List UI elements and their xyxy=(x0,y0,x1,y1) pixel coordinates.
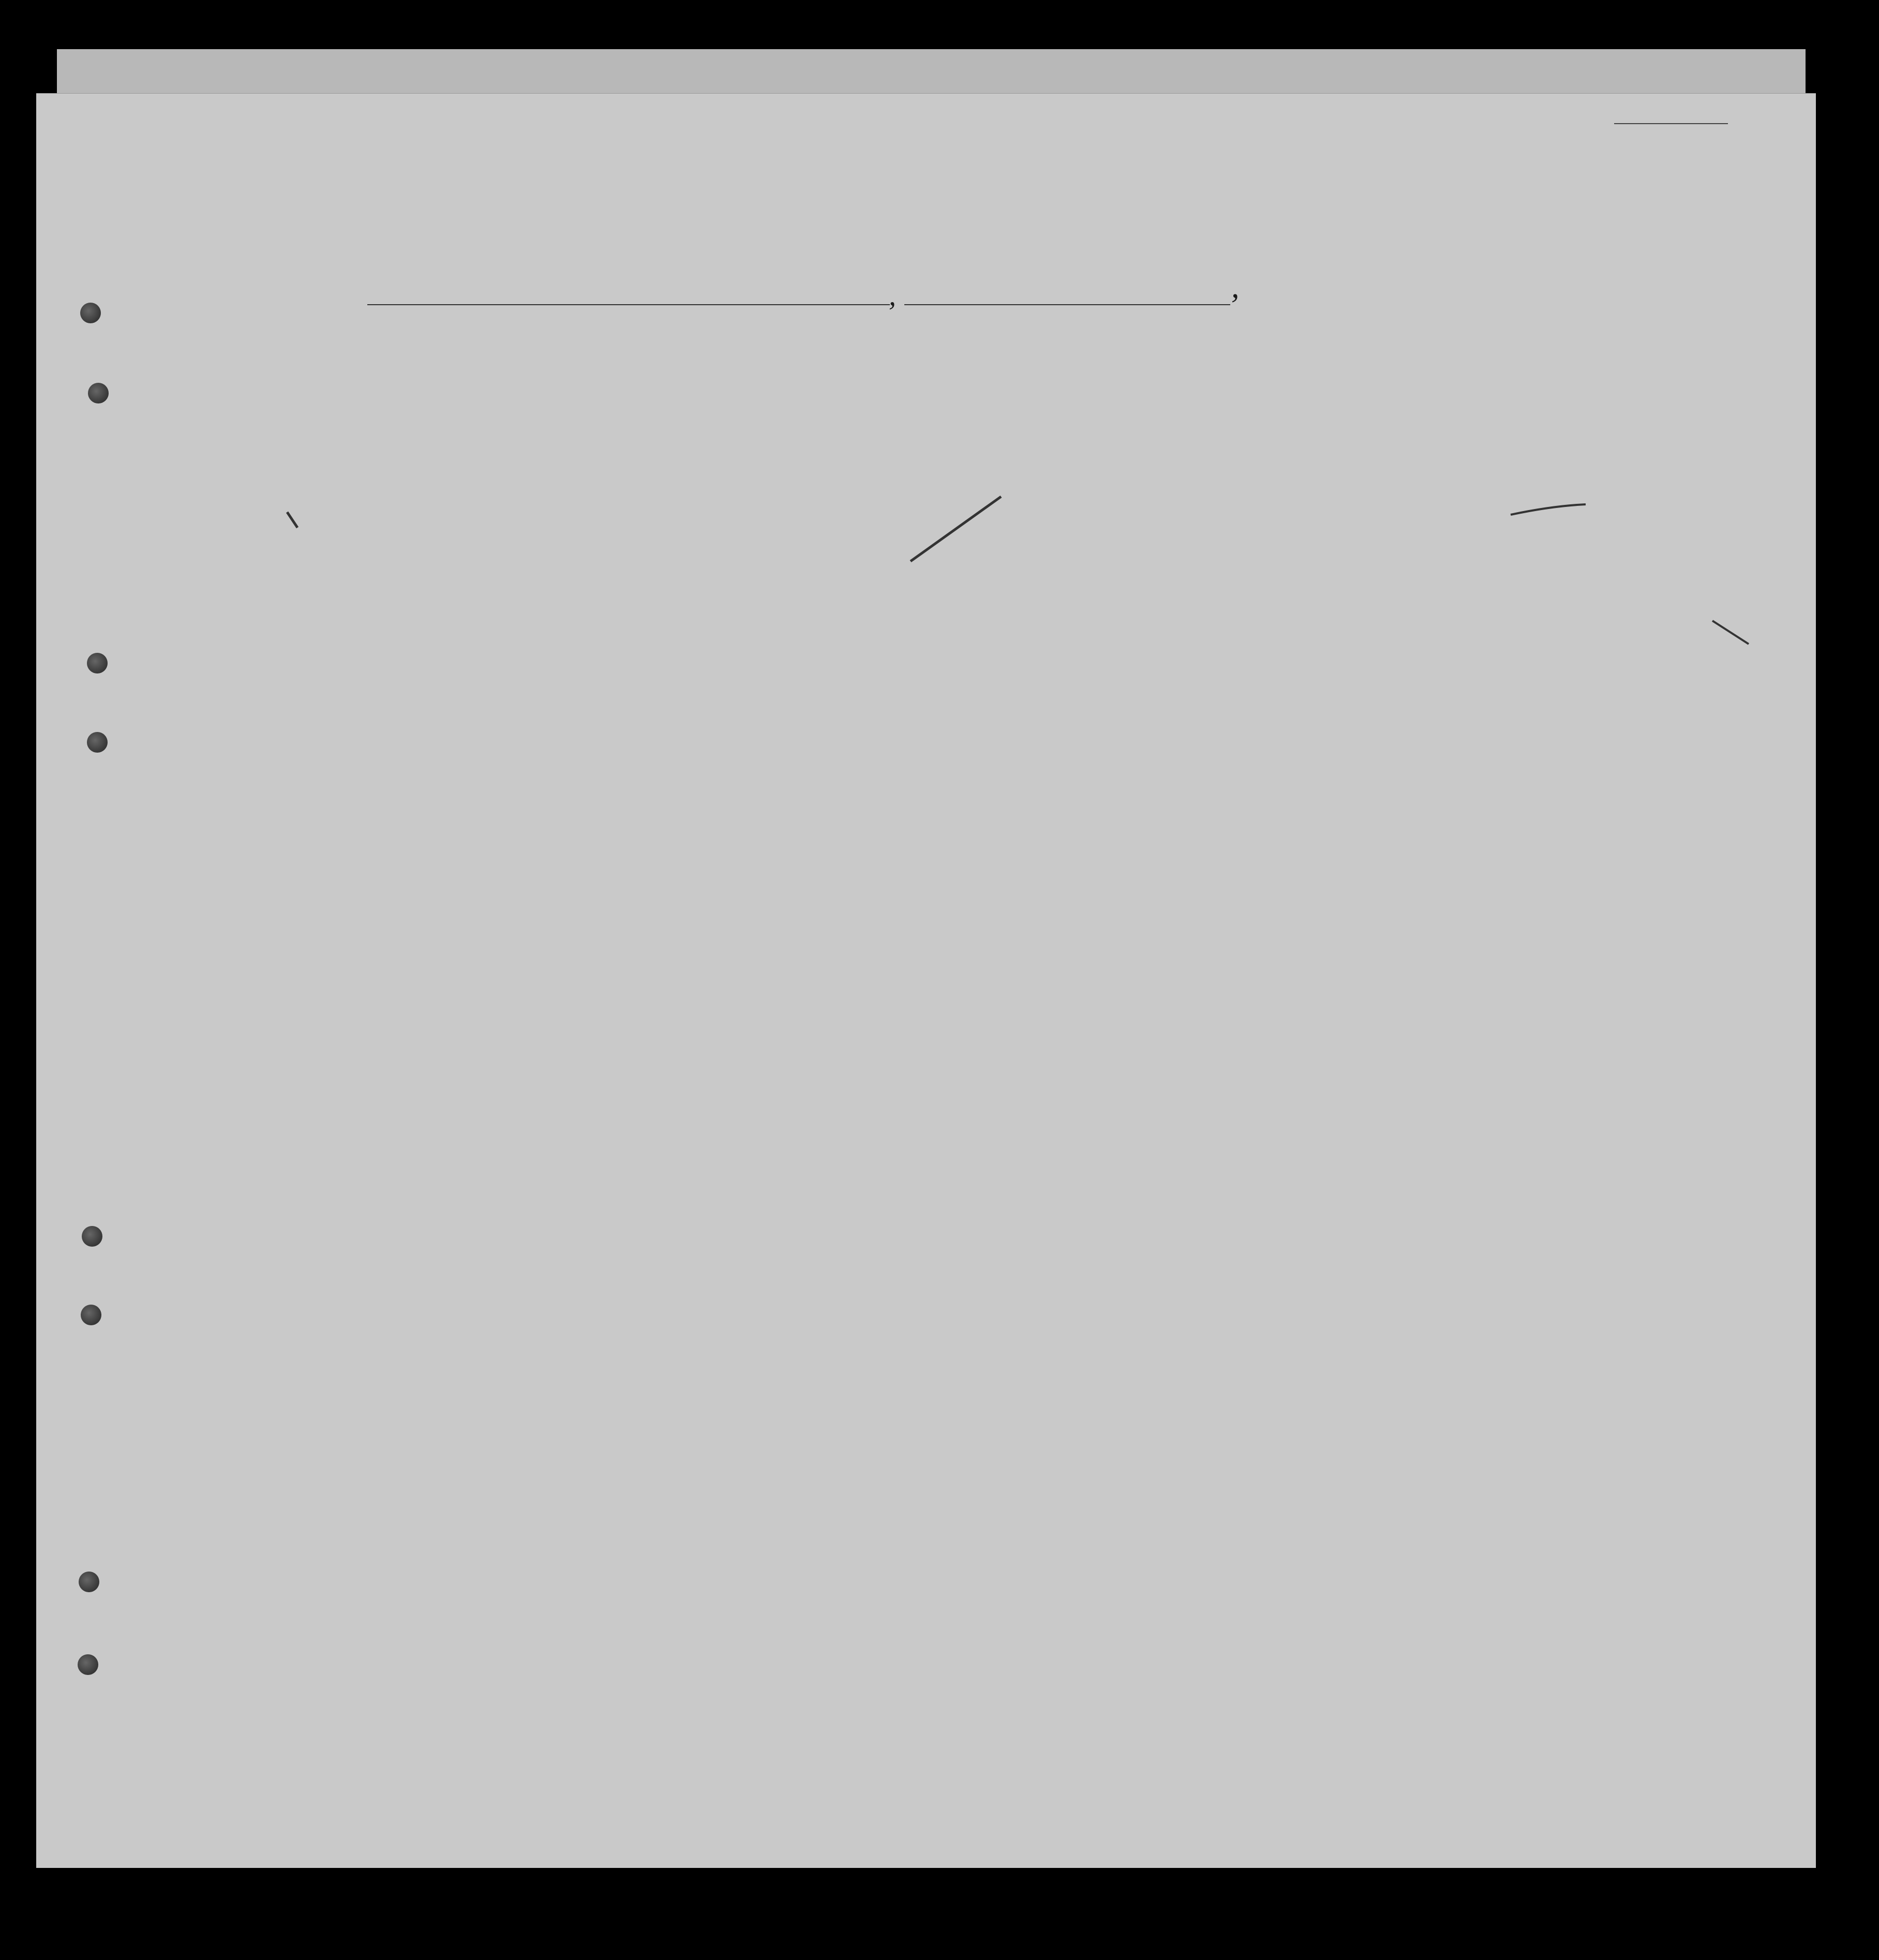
year-prefix: , xyxy=(1231,270,1240,305)
